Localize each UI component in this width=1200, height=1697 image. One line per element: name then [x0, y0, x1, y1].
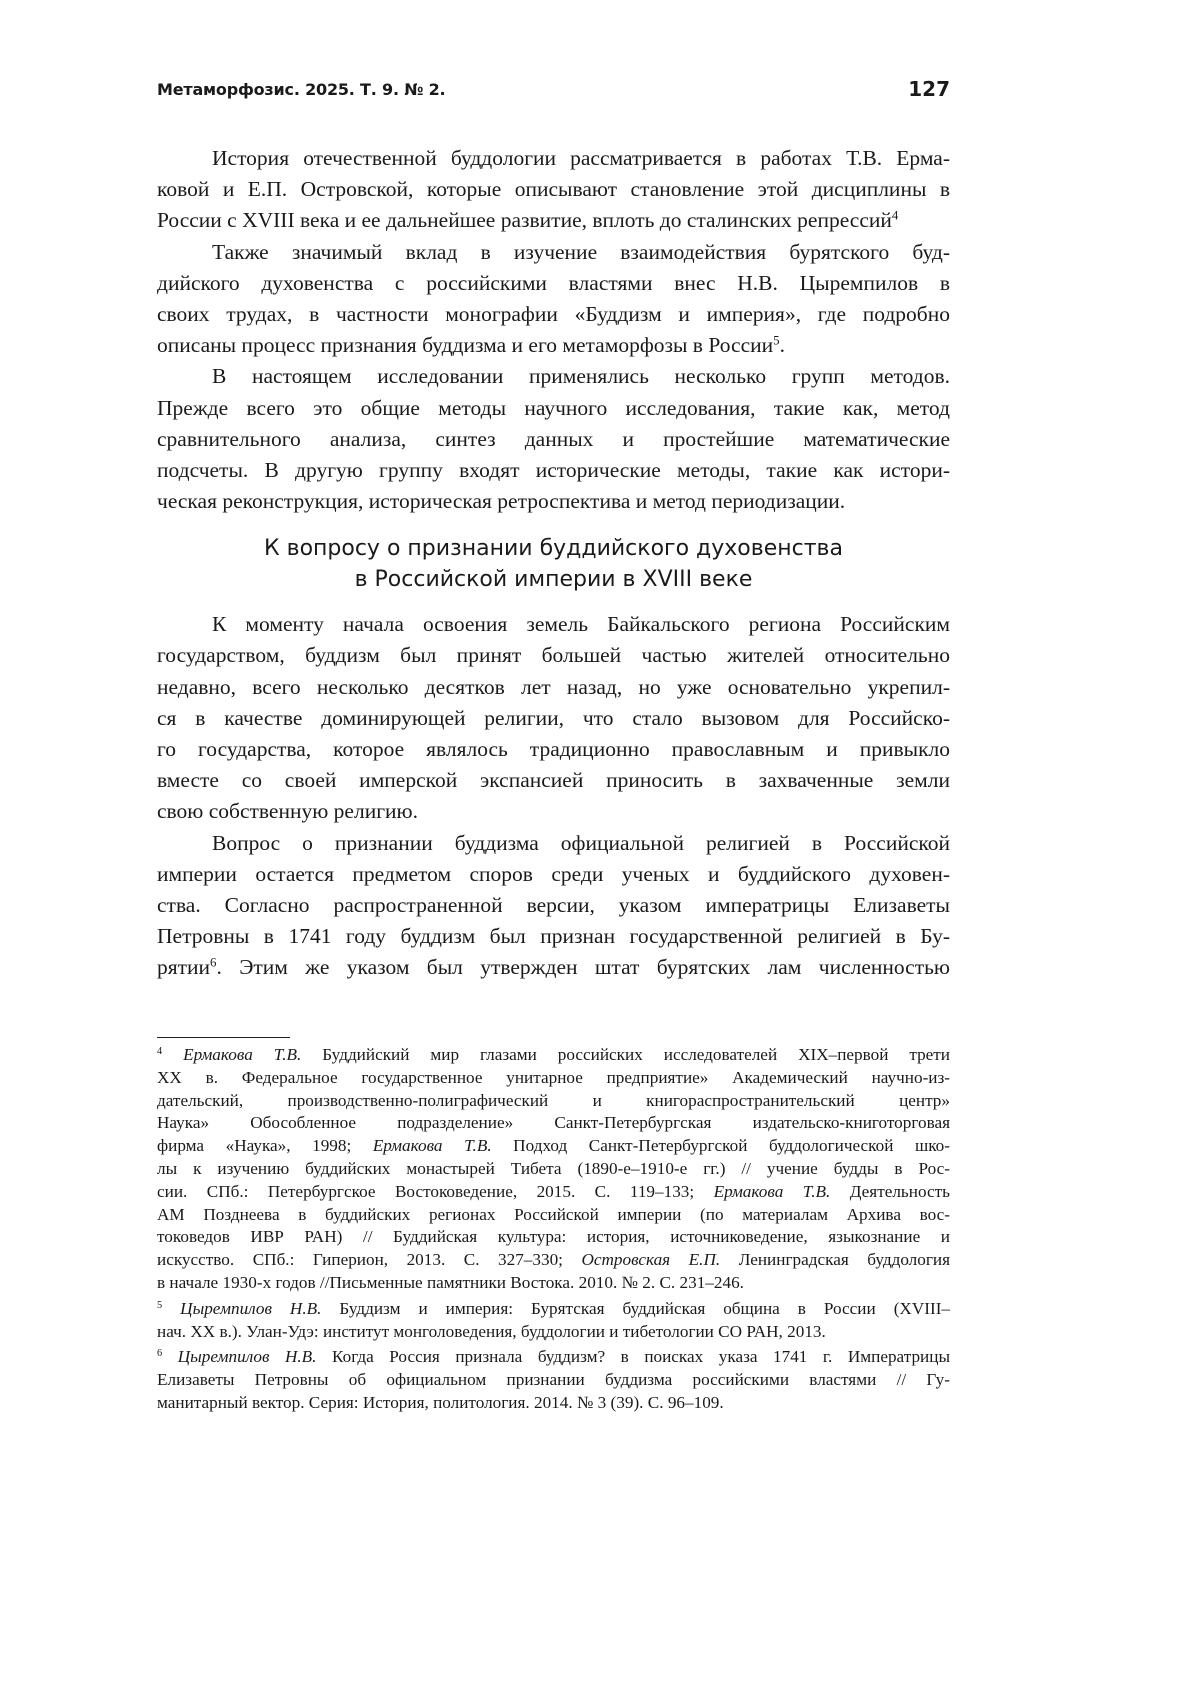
footnote-line	[157, 1321, 950, 1344]
page-number: 127	[908, 77, 950, 101]
text-line	[157, 455, 950, 486]
text-line	[157, 143, 950, 174]
paragraph	[157, 609, 950, 827]
footnote-line	[157, 1067, 950, 1090]
running-header: Метаморфозис. 2025. Т. 9. № 2.	[157, 80, 445, 99]
text-run: . Этим же указом был утвержден штат бурятских лам численностью	[217, 955, 951, 979]
text-run	[162, 1045, 183, 1064]
heading-line: в Российской империи в XVIII веке	[157, 564, 950, 595]
text-line	[157, 672, 950, 703]
text-run: дательский, производственно-полиграфический и книгораспространительский центр»	[157, 1091, 950, 1110]
text-run: токоведов ИВР РАН) // Буддийская культура: история, источниковедение, языкознание и	[157, 1227, 950, 1246]
text-run: описаны процесс признания буддизма и его метаморфозы в России	[157, 333, 773, 357]
text-run	[162, 1299, 180, 1318]
text-line	[157, 424, 950, 455]
footnote	[157, 1298, 950, 1344]
footnote-line	[157, 1044, 950, 1067]
author-name: Цыремпилов Н.В.	[180, 1299, 321, 1318]
text-line	[157, 268, 950, 299]
text-run: В настоящем исследовании применялись несколько групп методов.	[212, 364, 950, 388]
footnote-line	[157, 1226, 950, 1249]
text-line	[157, 205, 950, 236]
text-run: в начале 1930-х годов //Письменные памятники Востока. 2010. № 2. С. 231–246.	[157, 1273, 744, 1292]
text-run: манитарный вектор. Серия: История, политология. 2014. № 3 (39). С. 96–109.	[157, 1393, 724, 1412]
footnote-line	[157, 1112, 950, 1135]
heading-line: К вопросу о признании буддийского духовенства	[157, 533, 950, 564]
text-run: К моменту начала освоения земель Байкальского региона Российским	[212, 612, 950, 636]
text-line	[157, 828, 950, 859]
footnote-ref: 6	[157, 1348, 162, 1359]
text-run: XX в. Федеральное государственное унитарное предприятие» Академический научно-из-	[157, 1068, 950, 1087]
text-line	[157, 921, 950, 952]
paragraphs-after-heading	[157, 609, 950, 983]
text-line	[157, 890, 950, 921]
author-name: Ермакова Т.В.	[183, 1045, 301, 1064]
footnote-line	[157, 1272, 950, 1295]
main-text	[157, 143, 950, 984]
text-run: своих трудах, в частности монографии «Буддизм и империя», где подробно	[157, 302, 950, 326]
paragraph	[157, 237, 950, 362]
text-run: подсчеты. В другую группу входят исторические методы, такие как истори-	[157, 458, 950, 482]
footnote-line	[157, 1158, 950, 1181]
text-run: Вопрос о признании буддизма официальной религией в Российской	[212, 831, 950, 855]
text-run: ства. Согласно распространенной версии, указом императрицы Елизаветы	[157, 893, 950, 917]
text-run: Буддизм и империя: Бурятская буддийская община в России (XVIII–	[321, 1299, 950, 1318]
footnote-line	[157, 1181, 950, 1204]
text-run: вместе со своей имперской экспансией приносить в захваченные земли	[157, 768, 950, 792]
footnote	[157, 1044, 950, 1295]
text-line	[157, 859, 950, 890]
text-line	[157, 361, 950, 392]
text-run: империи остается предметом споров среди ученых и буддийского духовен-	[157, 862, 950, 886]
footnotes	[157, 1044, 950, 1418]
paragraph	[157, 828, 950, 984]
paragraph	[157, 361, 950, 517]
text-run: Наука» Обособленное подразделение» Санкт-Петербургская издательско-книготорговая	[157, 1113, 950, 1132]
text-run: свою собственную религию.	[157, 799, 418, 823]
text-run: Также значимый вклад в изучение взаимодействия бурятского буд-	[212, 240, 950, 264]
text-line	[157, 486, 950, 517]
author-name: Ермакова Т.В.	[373, 1136, 492, 1155]
text-run: искусство. СПб.: Гиперион, 2013. С. 327–330;	[157, 1250, 581, 1269]
text-run: АМ Позднеева в буддийских регионах Российской империи (по материалам Архива вос-	[157, 1205, 950, 1224]
text-run: Буддийский мир глазами российских исследователей XIX–первой трети	[301, 1045, 950, 1064]
text-line	[157, 174, 950, 205]
text-run: Ленинградская буддология	[720, 1250, 950, 1269]
text-run: Петровны в 1741 году буддизм был признан государственной религией в Бу-	[157, 924, 950, 948]
text-line	[157, 796, 950, 827]
footnote-ref: 6	[210, 956, 216, 970]
text-run: нач. XX в.). Улан-Удэ: институт монголоведения, буддологии и тибетологии СО РАН, 2013.	[157, 1322, 826, 1341]
text-line	[157, 609, 950, 640]
text-run: дийского духовенства с российскими властями внес Н.В. Цыремпилов в	[157, 271, 950, 295]
paragraph	[157, 143, 950, 237]
text-run: сии. СПб.: Петербургское Востоковедение, 2015. С. 119–133;	[157, 1182, 714, 1201]
footnote-ref: 4	[892, 209, 898, 223]
text-run: ческая реконструкция, историческая ретроспектива и метод периодизации.	[157, 489, 845, 513]
text-run: лы к изучению буддийских монастырей Тибета (1890-е–1910-е гг.) // учение будды в Рос-	[157, 1159, 950, 1178]
text-run: сравнительного анализа, синтез данных и простейшие математические	[157, 427, 950, 451]
text-run: Подход Санкт-Петербургской буддологической шко-	[492, 1136, 950, 1155]
text-run: рятии	[157, 955, 210, 979]
text-line	[157, 393, 950, 424]
footnote-line	[157, 1090, 950, 1113]
footnote-line	[157, 1392, 950, 1415]
text-run: фирма «Наука», 1998;	[157, 1136, 373, 1155]
text-run: го государства, которое являлось традиционно православным и привыкло	[157, 737, 950, 761]
text-run: недавно, всего несколько десятков лет назад, но уже основательно укрепил-	[157, 675, 950, 699]
text-run: .	[780, 333, 785, 357]
author-name: Островская Е.П.	[581, 1250, 720, 1269]
text-line	[157, 237, 950, 268]
footnote-ref: 4	[157, 1046, 162, 1057]
text-run: Прежде всего это общие методы научного исследования, такие как, метод	[157, 396, 950, 420]
footnote-ref: 5	[157, 1300, 162, 1311]
text-run: ковой и Е.П. Островской, которые описывают становление этой дисциплины в	[157, 177, 950, 201]
author-name: Цыремпилов Н.В.	[178, 1347, 317, 1366]
text-line	[157, 703, 950, 734]
footnote-line	[157, 1346, 950, 1369]
footnote-line	[157, 1369, 950, 1392]
text-line	[157, 640, 950, 671]
author-name: Ермакова Т.В.	[714, 1182, 831, 1201]
text-line	[157, 765, 950, 796]
footnote-line	[157, 1298, 950, 1321]
footnote-divider	[157, 1037, 290, 1038]
text-run: Елизаветы Петровны об официальном признании буддизма российскими властями // Гу-	[157, 1370, 950, 1389]
footnote-ref: 5	[773, 333, 779, 347]
text-run: История отечественной буддологии рассматривается в работах Т.В. Ерма-	[212, 146, 950, 170]
footnote-line	[157, 1204, 950, 1227]
text-run: государством, буддизм был принят большей частью жителей относительно	[157, 643, 950, 667]
text-line	[157, 299, 950, 330]
footnote	[157, 1346, 950, 1414]
text-run: ся в качестве доминирующей религии, что стало вызовом для Российско-	[157, 706, 950, 730]
text-line	[157, 734, 950, 765]
paragraphs-before-heading	[157, 143, 950, 517]
text-run	[162, 1347, 178, 1366]
text-line	[157, 330, 950, 361]
section-heading	[157, 533, 950, 595]
text-run: Когда Россия признала буддизм? в поисках указа 1741 г. Императрицы	[316, 1347, 950, 1366]
text-run: России с XVIII века и ее дальнейшее развитие, вплоть до сталинских репрессий	[157, 208, 892, 232]
text-line	[157, 952, 950, 983]
footnote-line	[157, 1135, 950, 1158]
text-run: Деятельность	[830, 1182, 950, 1201]
footnote-line	[157, 1249, 950, 1272]
